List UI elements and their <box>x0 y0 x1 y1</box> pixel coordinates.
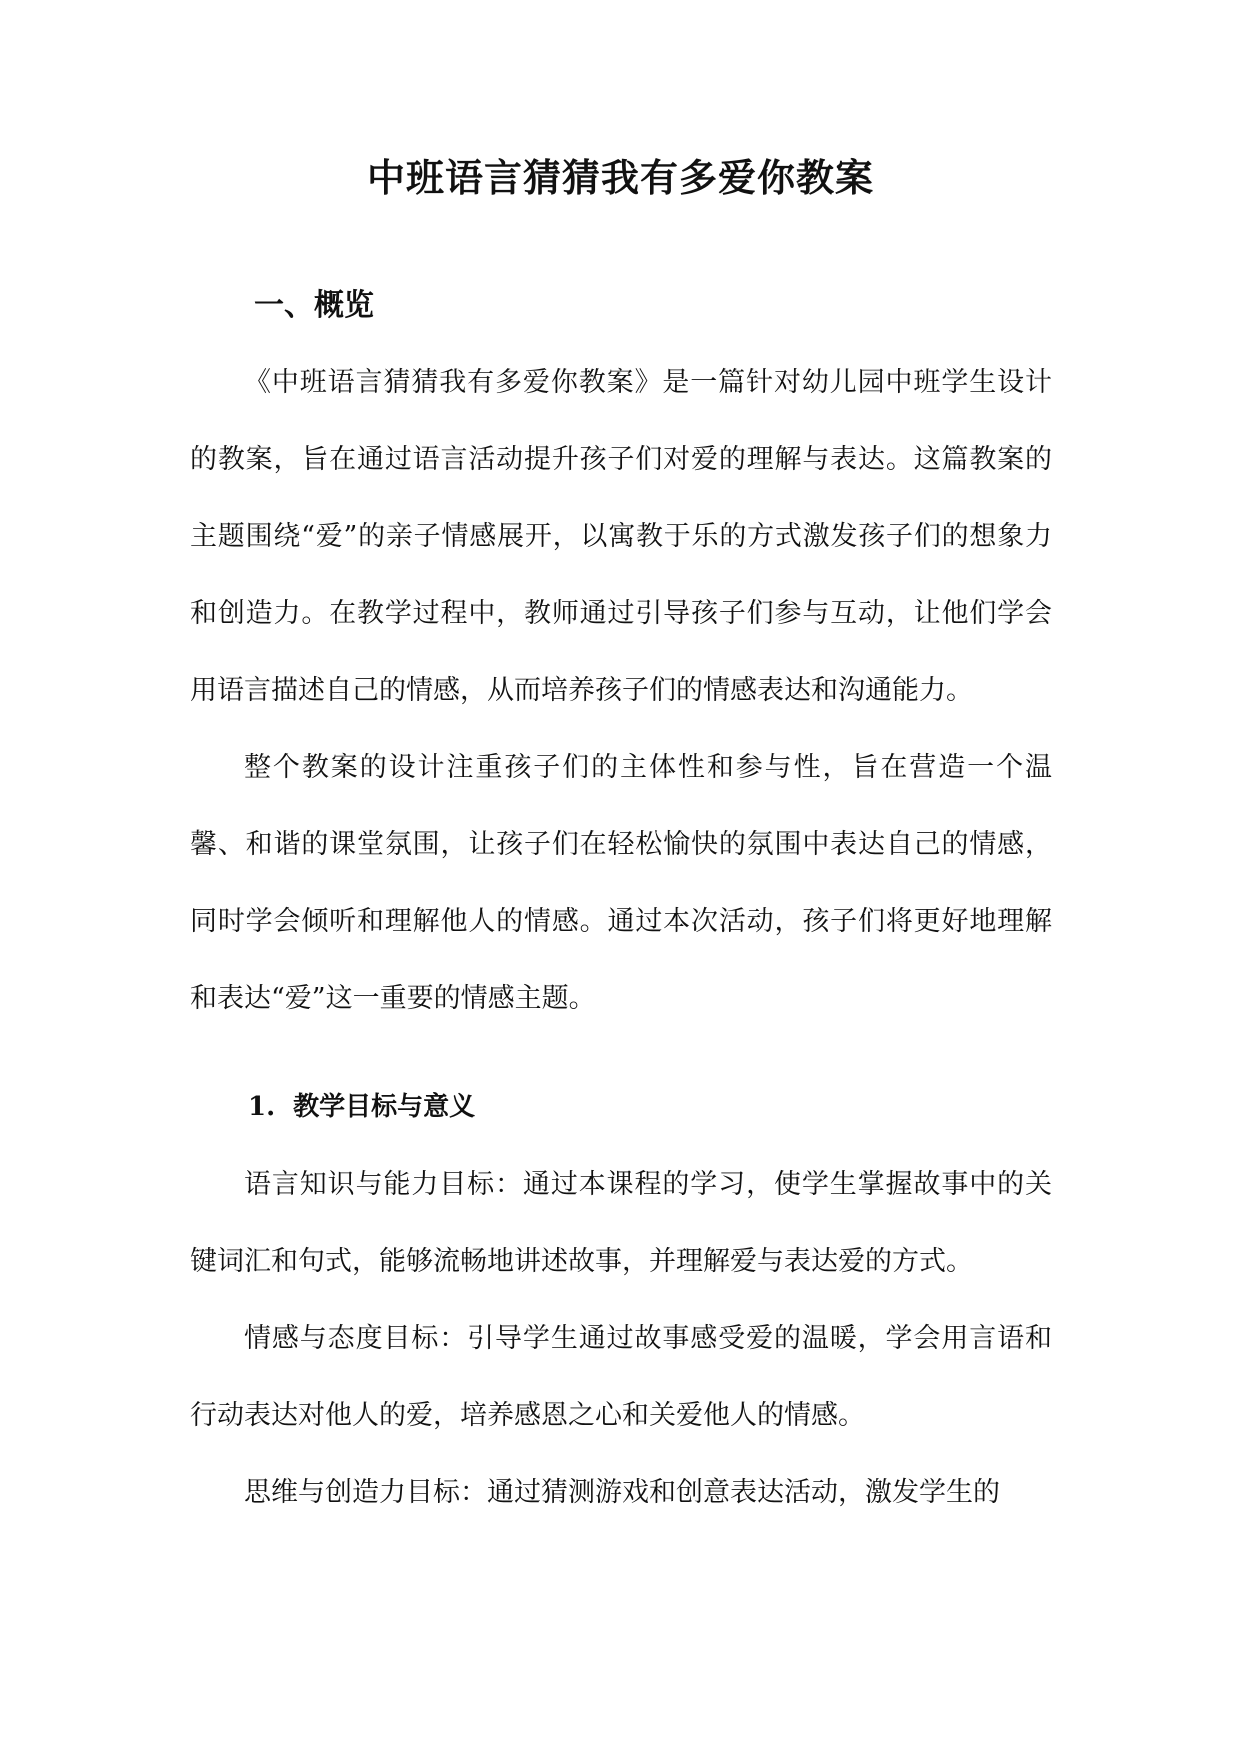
document-title: 中班语言猜猜我有多爱你教案 <box>366 155 874 200</box>
paragraph: 语言知识与能力目标：通过本课程的学习，使学生掌握故事中的关键词汇和句式，能够流畅地讲述故事，并理解爱与表达爱的方式。 <box>190 1169 1052 1277</box>
subsection-heading-goals <box>248 1069 1052 1146</box>
paragraph: 情感与态度目标：引导学生通过故事感受爱的温暖，学会用言语和行动表达对他人的爱，培养感恩之心和关爱他人的情感。 <box>190 1323 1052 1431</box>
subsection-title: 教学目标与意义 <box>293 1092 476 1122</box>
paragraph: 思维与创造力目标：通过猜测游戏和创意表达活动，激发学生的 <box>244 1477 1000 1508</box>
paragraph: 整个教案的设计注重孩子们的主体性和参与性，旨在营造一个温馨、和谐的课堂氛围，让孩子们在轻松愉快的氛围中表达自己的情感，同时学会倾听和理解他人的情感。通过本次活动，孩子们将更好地理解和表达“爱”这一重要的情感主题。 <box>190 752 1052 1014</box>
document-body <box>190 268 1052 1531</box>
section-spacer <box>190 1037 1052 1069</box>
section-heading-overview: 一、概览 <box>254 288 374 323</box>
subsection-number: 1. <box>248 1092 276 1122</box>
paragraph: 《中班语言猜猜我有多爱你教案》是一篇针对幼儿园中班学生设计的教案，旨在通过语言活动提升孩子们对爱的理解与表达。这篇教案的主题围绕“爱”的亲子情感展开，以寓教于乐的方式激发孩子们的想象力和创造力。在教学过程中，教师通过引导孩子们参与互动，让他们学会用语言描述自己的情感，从而培养孩子们的情感表达和沟通能力。 <box>190 367 1052 706</box>
